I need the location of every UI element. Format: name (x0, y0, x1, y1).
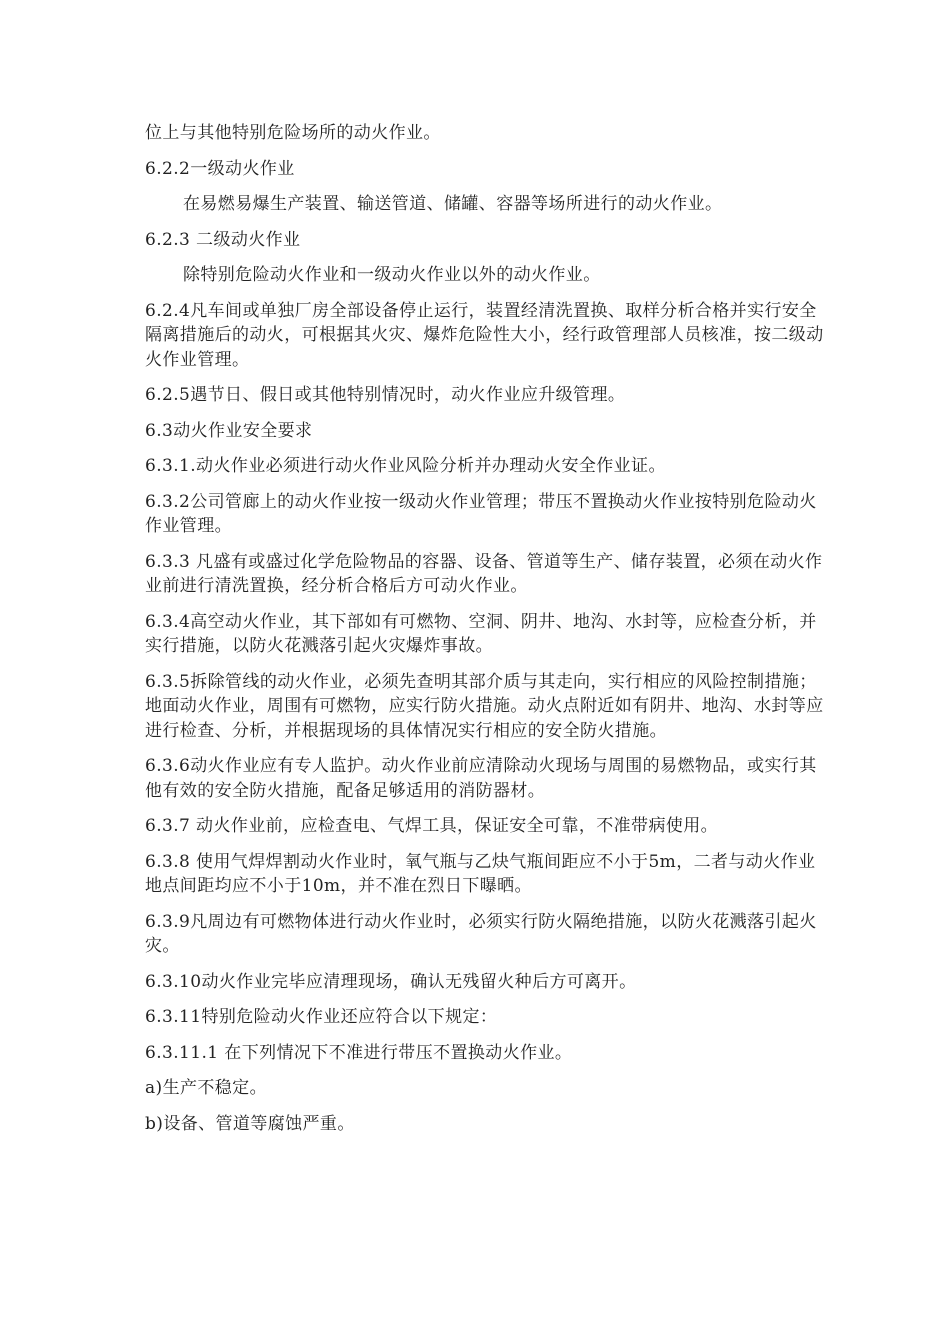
clause-6-3-1: 6.3.1.动火作业必须进行动火作业风险分析并办理动火安全作业证。 (145, 456, 666, 476)
list-item-b: b)设备、管道等腐蚀严重。 (145, 1113, 355, 1134)
clause-6-3-9: 6.3.9凡周边有可燃物体进行动火作业时，必须实行防火隔绝措施，以防火花溅落引起火灾。 (145, 911, 817, 956)
section-heading-6-2-2: 6.2.2一级动火作业 (145, 158, 295, 179)
clause-6-3-4: 6.3.4高空动火作业，其下部如有可燃物、空洞、阴井、地沟、水封等，应检查分析，并实行措施，以防火花溅落引起火灾爆炸事故。 (145, 611, 817, 656)
clause-6-3-11-1: 6.3.11.1 在下列情况下不准进行带压不置换动火作业。 (145, 1042, 573, 1063)
clause-6-3-7: 6.3.7 动火作业前，应检查电、气焊工具，保证安全可靠，不准带病使用。 (145, 816, 719, 836)
clause-6-3-8: 6.3.8 使用气焊焊割动火作业时，氧气瓶与乙炔气瓶间距应不小于5m，二者与动火作业地点间距均应不小于10m，并不准在烈日下曝晒。 (145, 851, 816, 896)
clause-6-3-10: 6.3.10动火作业完毕应清理现场，确认无残留火种后方可离开。 (145, 971, 637, 992)
clause-6-3-5: 6.3.5拆除管线的动火作业，必须先查明其部介质与其走向，实行相应的风险控制措施；地面动火作业，周围有可燃物，应实行防火措施。动火点附近如有阴井、地沟、水封等应进行检查、分析，并根据现场的具体情况实行相应的安全防火措施。 (145, 671, 824, 741)
clause-6-2-5: 6.2.5遇节日、假日或其他特别情况时，动火作业应升级管理。 (145, 385, 626, 405)
clause-6-3-3: 6.3.3 凡盛有或盛过化学危险物品的容器、设备、管道等生产、储存装置，必须在动火作业前进行清洗置换，经分析合格后方可动火作业。 (145, 551, 823, 596)
paragraph: 除特别危险动火作业和一级动火作业以外的动火作业。 (183, 265, 601, 285)
list-item-a: a)生产不稳定。 (145, 1078, 267, 1098)
clause-6-2-4: 6.2.4凡车间或单独厂房全部设备停止运行，装置经清洗置换、取样分析合格并实行安全隔离措施后的动火，可根据其火灾、爆炸危险性大小，经行政管理部人员核准，按二级动火作业管理。 (145, 300, 824, 370)
clause-6-3-6: 6.3.6动火作业应有专人监护。动火作业前应清除动火现场与周围的易燃物品，或实行其他有效的安全防火措施，配备足够适用的消防器材。 (145, 756, 817, 801)
paragraph: 位上与其他特别危险场所的动火作业。 (145, 123, 441, 143)
clause-6-3-11: 6.3.11特别危险动火作业还应符合以下规定： (145, 1007, 498, 1027)
clause-6-3-2: 6.3.2公司管廊上的动火作业按一级动火作业管理；带压不置换动火作业按特别危险动火作业管理。 (145, 491, 817, 536)
section-heading-6-2-3: 6.2.3 二级动火作业 (145, 229, 301, 250)
section-heading-6-3: 6.3动火作业安全要求 (145, 420, 313, 441)
paragraph: 在易燃易爆生产装置、输送管道、储罐、容器等场所进行的动火作业。 (183, 194, 723, 214)
